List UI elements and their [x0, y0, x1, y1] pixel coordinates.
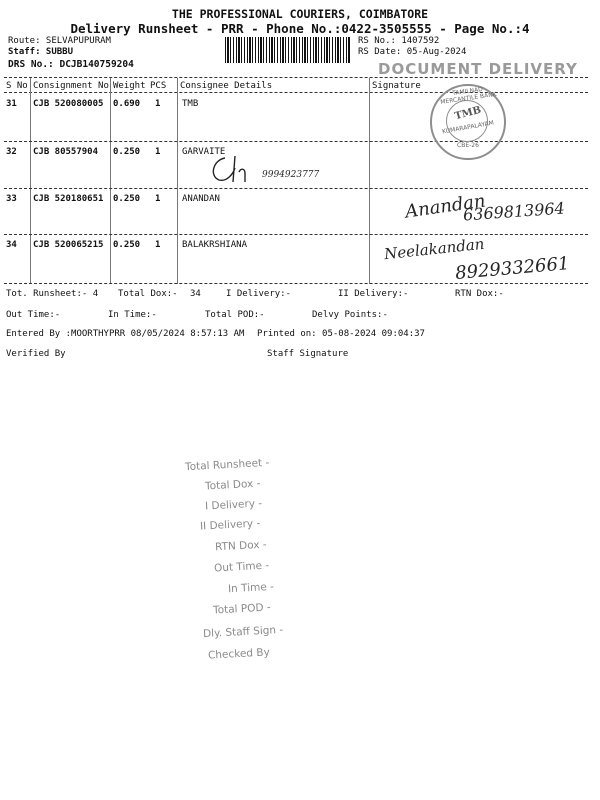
row-sno: 32: [6, 147, 17, 157]
stamp-total-pod: Total POD -: [212, 601, 271, 617]
stamp-in-time: In Time -: [227, 580, 275, 596]
column-line: [30, 78, 31, 284]
in-time: In Time:-: [108, 310, 157, 320]
delvy-points: Delvy Points:-: [312, 310, 388, 320]
row-pcs: 1: [155, 99, 161, 109]
drs-number: DRS No.: DCJB140759204: [8, 59, 134, 70]
stamp-i-delivery: I Delivery -: [204, 497, 263, 513]
stamp-out-time: Out Time -: [213, 559, 270, 575]
document-delivery-stamp: DOCUMENT DELIVERY: [378, 60, 578, 78]
handwritten-name: Neelakandan: [383, 234, 486, 264]
handwritten-phone: 8929332661: [454, 253, 571, 284]
row-sno: 33: [6, 194, 17, 204]
row-weight: 0.250: [113, 194, 141, 204]
row-sno: 31: [6, 99, 17, 109]
out-time: Out Time:-: [6, 310, 61, 320]
stamp-checked-by: Checked By: [207, 646, 271, 662]
divider: [4, 77, 588, 78]
rtn-dox: RTN Dox:-: [455, 289, 504, 299]
staff-label: Staff: SUBBU: [8, 47, 74, 57]
col-consignee: Consignee Details: [180, 81, 273, 91]
total-dox-label: Total Dox:-: [118, 289, 178, 299]
ii-delivery: II Delivery:-: [338, 289, 409, 299]
row-sno: 34: [6, 240, 17, 250]
barcode-image: [225, 37, 351, 63]
handwritten-phone: 6369813964: [462, 198, 566, 225]
divider: [4, 234, 588, 235]
route-label: Route: SELVAPUPURAM: [8, 36, 111, 46]
verified-by: Verified By: [6, 349, 66, 359]
company-title: THE PROFESSIONAL COURIERS, COIMBATORE: [171, 7, 429, 21]
row-weight: 0.250: [113, 240, 141, 250]
stamp-ii-delivery: II Delivery -: [199, 517, 261, 533]
stamp-rtn-dox: RTN Dox -: [214, 538, 267, 554]
tot-runsheet: Tot. Runsheet:- 4: [6, 289, 99, 299]
col-consignment: Consignment No: [33, 81, 109, 91]
row-pcs: 1: [155, 147, 161, 157]
i-delivery: I Delivery:-: [226, 289, 292, 299]
stamp-total-runsheet: Total Runsheet -: [184, 456, 270, 474]
row-consignee: BALAKRSHIANA: [182, 240, 248, 250]
row-weight: 0.250: [113, 147, 141, 157]
total-pod: Total POD:-: [205, 310, 265, 320]
divider: [4, 283, 588, 284]
stamp-dly-staff-sign: Dly. Staff Sign -: [202, 623, 284, 641]
row-consignment: CJB 520080005: [33, 99, 104, 109]
stamp-total-dox: Total Dox -: [204, 477, 261, 493]
col-signature: Signature: [372, 81, 421, 91]
row-pcs: 1: [155, 240, 161, 250]
col-sno: S No: [6, 81, 28, 91]
row-consignment: CJB 80557904: [33, 147, 99, 157]
col-pcs: PCS: [150, 81, 167, 91]
runsheet-title: Delivery Runsheet - PRR - Phone No.:0422-3505555 - Page No.:4: [70, 21, 530, 36]
column-line: [369, 78, 370, 284]
rs-number: RS No.: 1407592: [358, 36, 440, 46]
bank-seal-stamp: TAMILNAD MERCANTILE BANK TMB KUMARAPALAYAM CBE-26: [430, 84, 506, 160]
column-line: [177, 78, 178, 284]
staff-signature: Staff Signature: [267, 349, 349, 359]
row-consignee: GARVAITE: [182, 147, 226, 157]
handwritten-phone: 9994923777: [262, 170, 320, 180]
divider: [4, 92, 588, 93]
divider: [4, 188, 588, 189]
row-consignment: CJB 520180651: [33, 194, 104, 204]
row-weight: 0.690: [113, 99, 141, 109]
col-weight: Weight: [113, 81, 146, 91]
row-consignee: TMB: [182, 99, 199, 109]
rs-date: RS Date: 05-Aug-2024: [358, 47, 467, 57]
row-pcs: 1: [155, 194, 161, 204]
row-consignee: ANANDAN: [182, 194, 220, 204]
row-consignment: CJB 520065215: [33, 240, 104, 250]
total-dox-value: 34: [190, 289, 201, 299]
printed-on: Printed on: 05-08-2024 09:04:37: [257, 329, 425, 339]
handwritten-name: Anandan: [403, 190, 487, 223]
entered-by: Entered By :MOORTHYPRR 08/05/2024 8:57:13 AM: [6, 329, 245, 339]
handwritten-signature: [205, 152, 265, 188]
column-line: [110, 78, 111, 284]
